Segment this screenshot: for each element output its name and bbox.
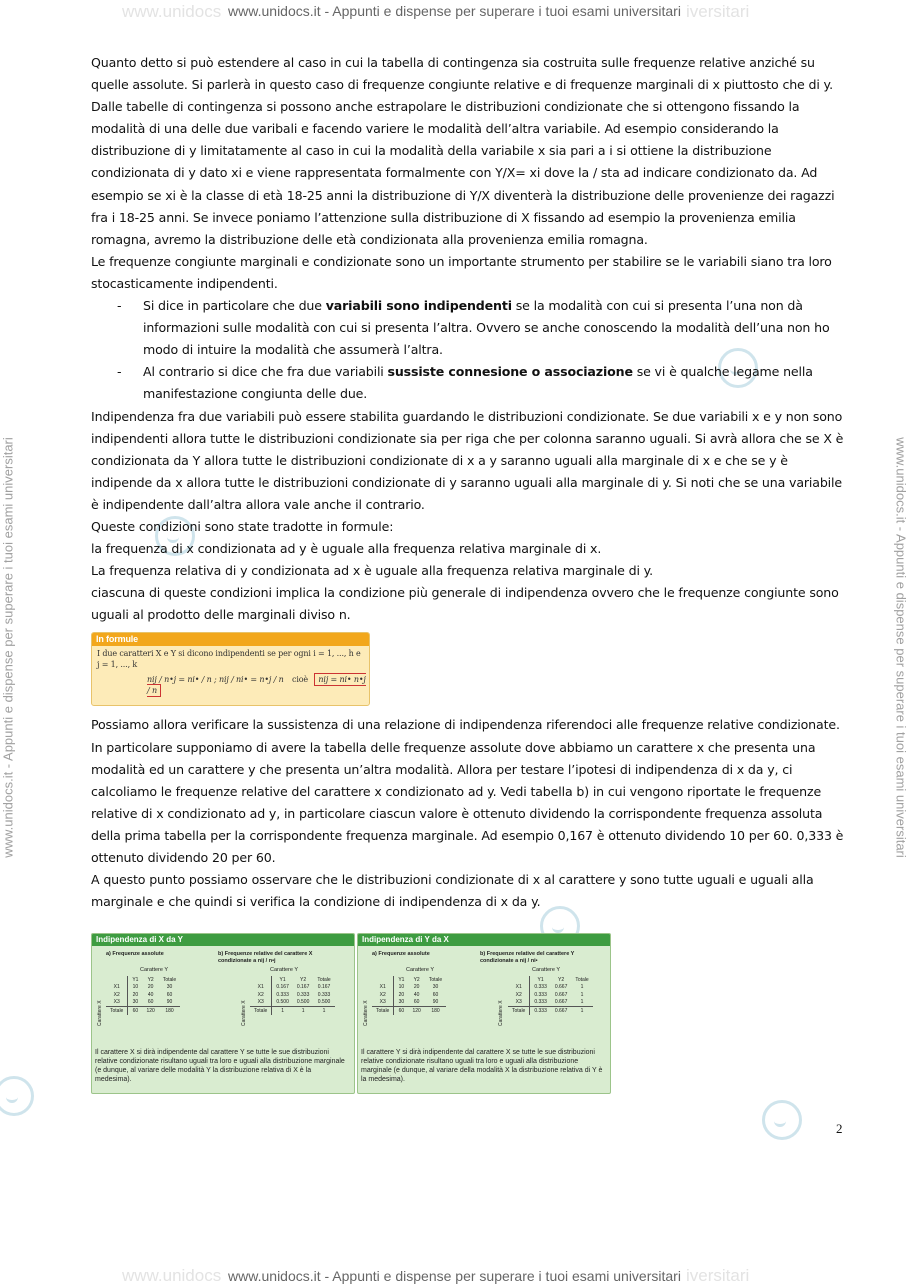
paragraph: Le frequenze congiunte marginali e condizionate sono un importante strumento per stabilire se le variabili siano tra loro stocasticamente indipendenti. [91, 253, 832, 291]
paragraph: Possiamo allora verificare la sussistenza di una relazione di indipendenza riferendoci alle frequenze relative condizionate. In particolare supponiamo di avere la tabella delle frequenze assolute dove abbiamo un carattere x che presenta una modalità ed un carattere y che presenta un’altra modalità. Allora per testare l’ipotesi di indipendenza di x da y, ci calcoliamo le frequenze relative del carattere x condizionato ad y. Vedi tabella b) in cui vengono riportate le frequenze relative di x condizionato ad y, in particolare ciascun valore è ottenuto dividendo la corrispondente frequenza assoluta della prima tabella per la corrispondente frequenza marginale. Ad esempio 0,167 è ottenuto dividendo 10 per 60. 0,333 è ottenuto dividendo 20 per 60. [91, 717, 844, 865]
table-conditional-frequencies: Y1 Y2 Totale X1 0.333 0.667 1 X2 0.333 0.667 1 X3 0.333 0.667 1 Totale 0.333 0.667 1 [508, 976, 593, 1015]
paragraph: la frequenza di x condizionata ad y è uguale alla frequenza relativa marginale di x. [91, 541, 602, 557]
paragraph: Indipendenza fra due variabili può essere stabilita guardando le distribuzioni condizionate. Se due variabili x e y non sono indipendenti allora tutte le distribuzioni condizionate sia per riga che per colonna saranno uguali. Si avrà allora che se X è condizionata da Y allora tutte le distribuzioni condizionate di x a y saranno uguali alla marginale di x e che se y è indipende da x allora tutte le distribuzioni condizionate di y saranno uguali alla marginale di y. Si noti che se una variabile è indipendente dall’altra allora vale anche il contrario. [91, 408, 844, 512]
formula-box-text: I due caratteri X e Y si dicono indipendenti se per ogni i = 1, ..., h e j = 1, ..., k [97, 649, 361, 670]
independence-x-from-y-box [91, 933, 355, 1094]
watermark-faint-left: www.unidocs [122, 1266, 222, 1285]
formula-equations: nij / n•j = ni• / n ; nij / ni• = n•j / n cioè nij = ni• n•j / n [147, 675, 366, 696]
paragraph: Quanto detto si può estendere al caso in cui la tabella di contingenza sia costruita sulle frequenze relative anziché su quelle assolute. Si parlerà in questo caso di frequenze congiunte relative e di frequenze marginali di x piuttosto che di y. [91, 55, 833, 93]
independence-figures [91, 933, 611, 1093]
independence-y-from-x-box [357, 933, 611, 1094]
row-axis-label: Carattere X [363, 1000, 369, 1026]
table-a-label: a) Frequenze assolute [372, 951, 430, 957]
column-header-char: Carattere Y [140, 967, 169, 973]
watermark-bottom: www.unidocs.it - Appunti e dispense per superare i tuoi esami universitari [228, 1268, 681, 1284]
watermark-faint-right: iversitari [686, 1266, 750, 1285]
table-b-label: b) Frequenze relative del carattere X condizionate a nij / n•j [218, 951, 313, 964]
bold-term: sussiste connesione o associazione [387, 364, 633, 380]
watermark-left-vertical: www.unidocs.it - Appunti e dispense per superare i tuoi esami universitari [0, 437, 16, 858]
box-title: Indipendenza di X da Y [92, 934, 354, 946]
row-axis-label: Carattere X [498, 1000, 504, 1026]
unidocs-logo-icon [762, 1100, 802, 1140]
table-absolute-frequencies: Y1 Y2 Totale X1 10 20 30 X2 20 40 60 X3 30 60 90 Totale 60 120 180 [106, 976, 180, 1015]
watermark-right-vertical: www.unidocs.it - Appunti e dispense per superare i tuoi esami universitari [893, 437, 909, 858]
box-caption: Il carattere Y si dirà indipendente dal carattere X se tutte le sue distribuzioni relative condizionate risultano uguali tra loro e uguali alla distribuzione marginale (e dunque, al variare della modalità X la distribuzione relativa di Y è la medesima). [361, 1049, 603, 1083]
formula-boxed-equation: nij = ni• n•j / n [147, 675, 366, 696]
row-axis-label: Carattere X [97, 1000, 103, 1026]
unidocs-logo-icon [0, 1076, 34, 1116]
bullet-dash: - [117, 298, 122, 314]
table-a-label: a) Frequenze assolute [106, 951, 164, 957]
column-header-char: Carattere Y [406, 967, 435, 973]
watermark-top: www.unidocs.it - Appunti e dispense per superare i tuoi esami universitari [228, 3, 681, 19]
paragraph: A questo punto possiamo osservare che le distribuzioni condizionate di x al carattere y sono tutte uguali e uguali alla marginale e che quindi si verifica la condizione di indipendenza di x da y. [91, 872, 814, 910]
paragraph: ciascuna di queste condizioni implica la condizione più generale di indipendenza ovvero che le frequenze congiunte sono uguali al prodotto delle marginali diviso n. [91, 585, 839, 623]
column-header-char: Carattere Y [532, 967, 561, 973]
row-axis-label: Carattere X [241, 1000, 247, 1026]
list-item: - Si dice in particolare che due variabili sono indipendenti se la modalità con cui si presenta l’una non dà informazioni sulle modalità con cui si presenta l’altra. Ovvero se anche conoscendo la modalità dell’una non ho modo di intuire la modalità che assumerà l’altra. [91, 295, 846, 361]
watermark-faint-right: iversitari [686, 2, 750, 21]
page-number: 2 [836, 1121, 843, 1136]
formula-box [91, 632, 370, 706]
table-absolute-frequencies: Y1 Y2 Totale X1 10 20 30 X2 20 40 60 X3 30 60 90 Totale 60 120 180 [372, 976, 446, 1015]
document-body [91, 52, 846, 913]
paragraph: Dalle tabelle di contingenza si possono anche estrapolare le distribuzioni condizionate che si ottengono fissando la modalità di una delle due varibali e facendo variere le modalità dell’altra variabile. Ad esempio considerando la distribuzione di y limitatamente al caso in cui la modalità della variabile x sia pari a i si ottiene la distribuzione condizionata di y dato xi e viene rappresentata formalmente con Y/X= xi dove la / sta ad indicare condizionato da. Ad esempio se xi è la classe di età 18-25 anni la distribuzione di Y/X diventerà la distribuzione delle provenienze dei ragazzi fra i 18-25 anni. Se invece poniamo l’attenzione sulla distribuzione di X fissando ad esempio la provenienza emilia romagna, avremo la distribuzione delle età condizionata alla provenienza emilia romagna. [91, 99, 835, 247]
bullet-list [91, 295, 846, 405]
box-caption: Il carattere X si dirà indipendente dal carattere Y se tutte le sue distribuzioni relative condizionate risultano uguali tra loro e uguali alla distribuzione marginale (e dunque, al variare delle modalità Y la distribuzione relativa di X è la medesima). [95, 1049, 345, 1083]
list-item: - Al contrario si dice che fra due variabili sussiste connesione o associazione se vi è qualche legame nella manifestazione congiunta delle due. [91, 361, 846, 405]
table-b-label: b) Frequenze relative del carattere Y condizionate a nij / ni• [480, 951, 575, 964]
paragraph: Queste condizioni sono state tradotte in formule: [91, 518, 394, 534]
column-header-char: Carattere Y [270, 967, 299, 973]
table-conditional-frequencies: Y1 Y2 Totale X1 0.167 0.167 0.167 X2 0.333 0.333 0.333 X3 0.500 0.500 0.500 Totale 1 1 1 [250, 976, 335, 1015]
watermark-faint-left: www.unidocs [122, 2, 222, 21]
box-title: Indipendenza di Y da X [358, 934, 610, 946]
bullet-dash: - [117, 364, 122, 380]
formula-box-title: In formule [92, 633, 369, 646]
paragraph: La frequenza relativa di y condizionata ad x è uguale alla frequenza relativa marginale di y. [91, 563, 654, 579]
bold-term: variabili sono indipendenti [325, 298, 512, 314]
